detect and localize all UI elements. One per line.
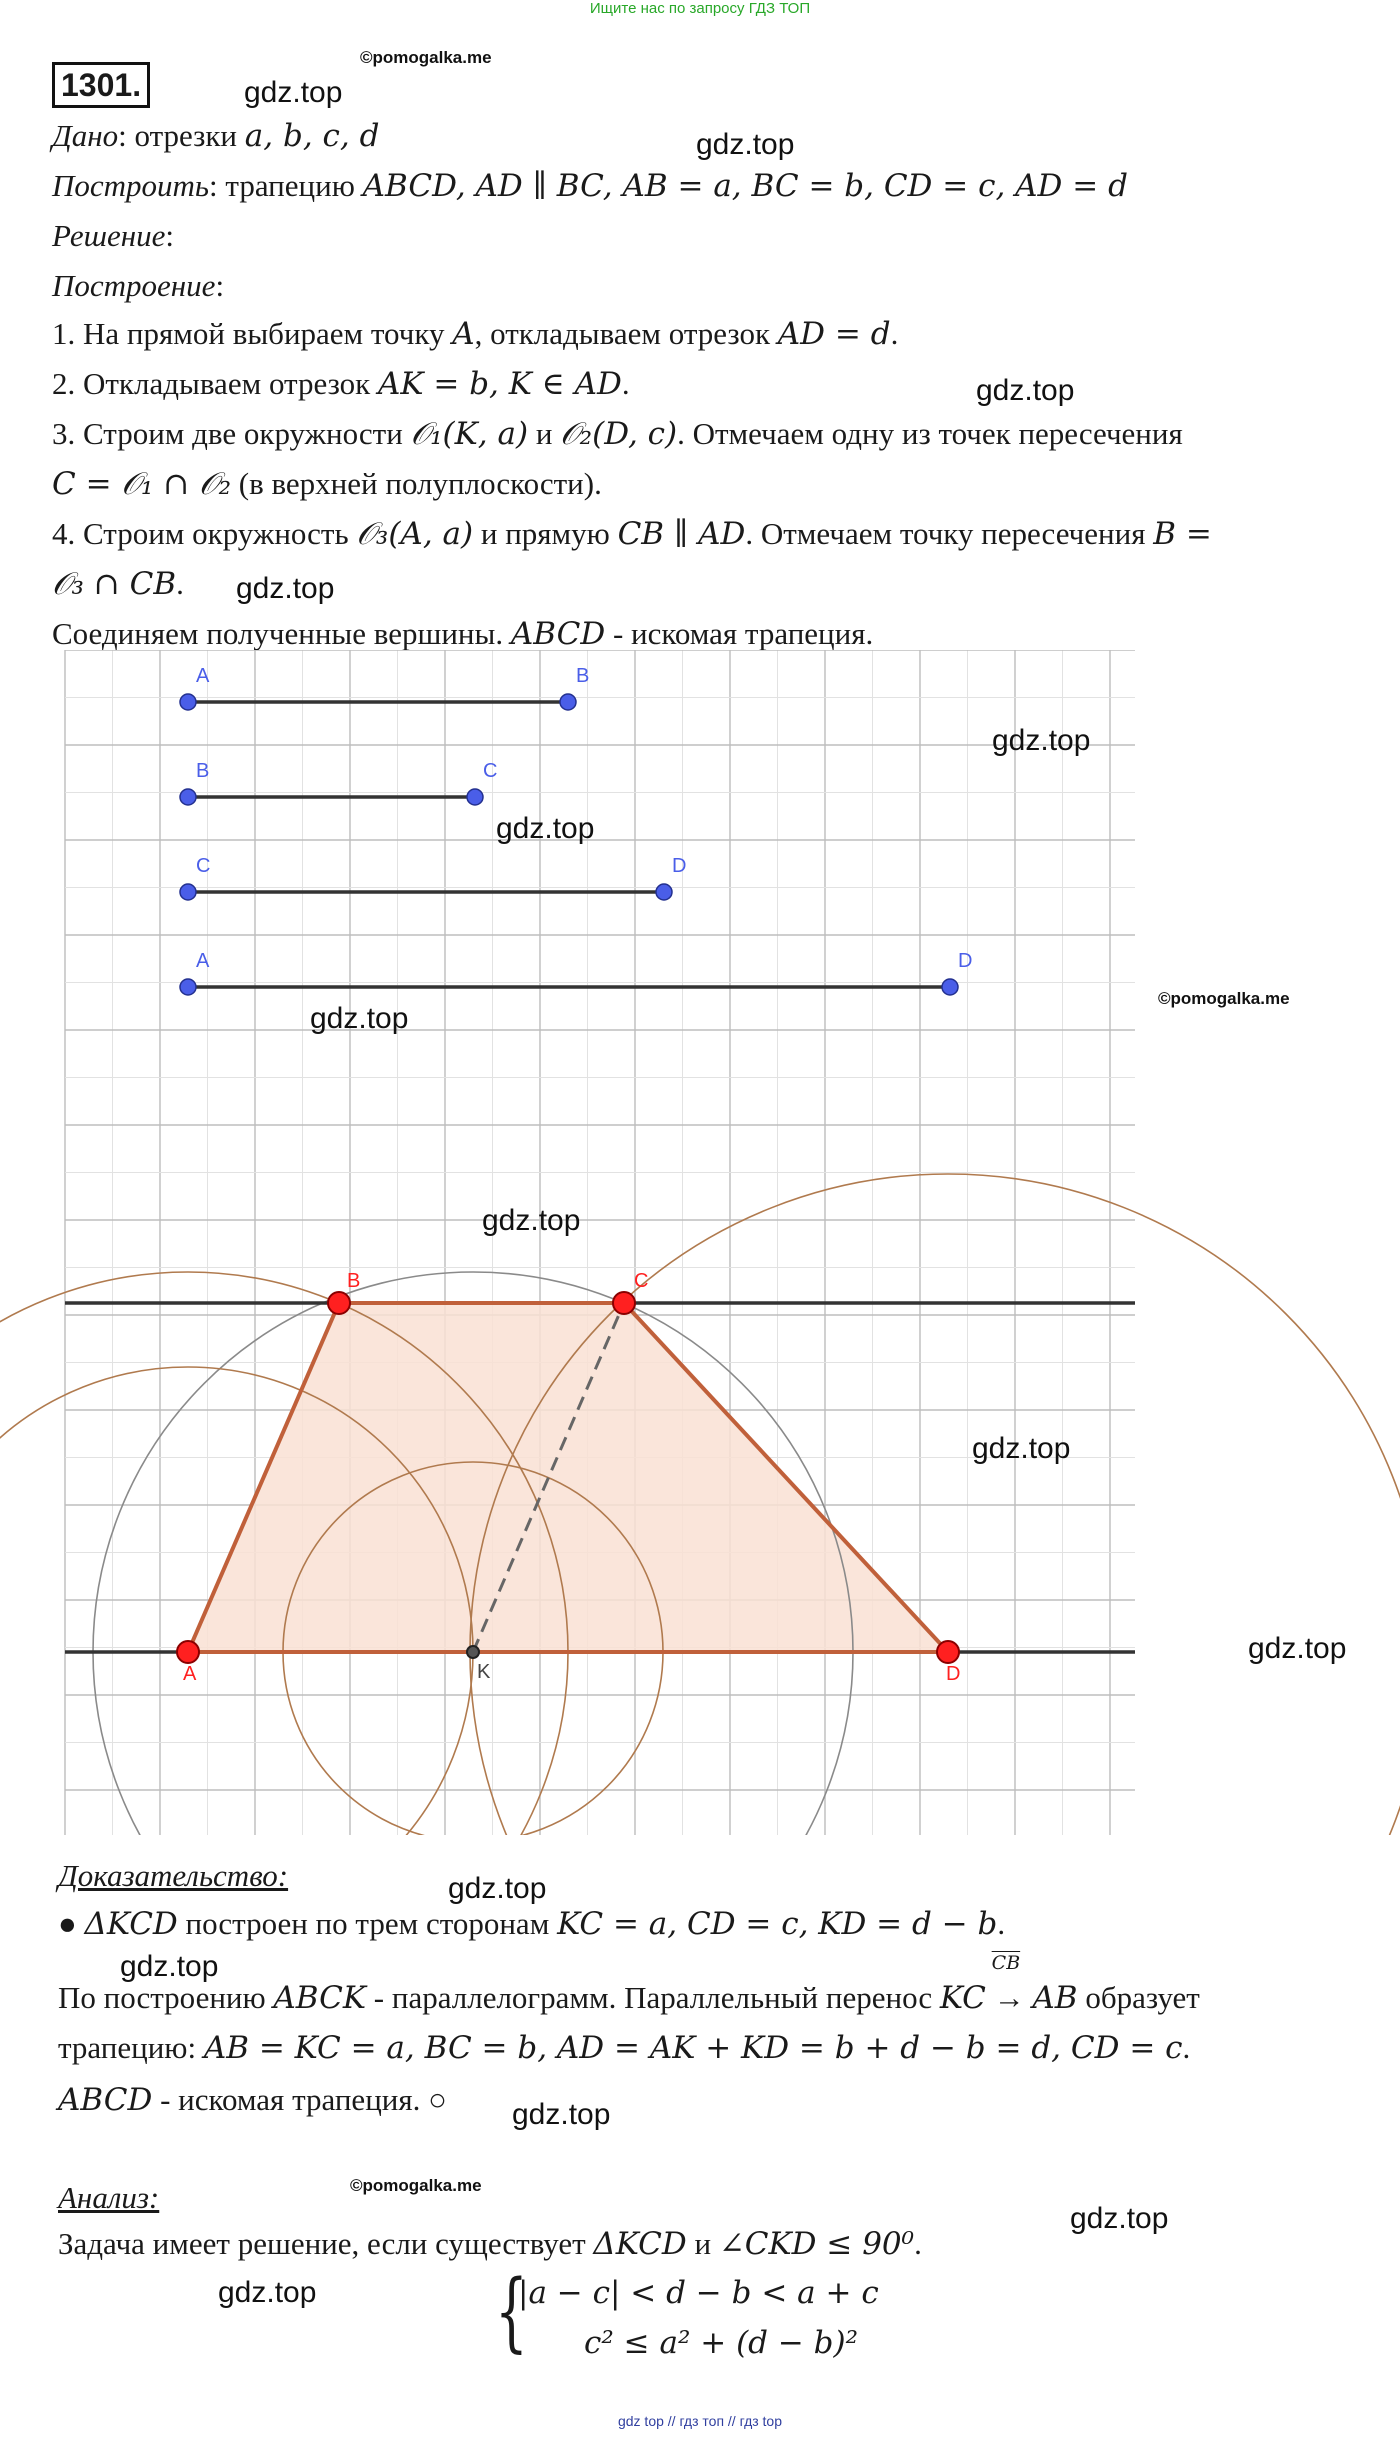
point-d [937,1641,959,1663]
colon: : [165,218,174,253]
proof-math: KC = a, CD = c, KD = d − b [557,1906,998,1942]
proof-math: ABCK [273,1980,367,2016]
segment-label: D [958,950,973,972]
step-text: 4. Строим окружность [52,516,357,551]
point-label-d: D [946,1663,961,1685]
watermark: gdz.top [496,812,595,845]
step-3-line-1 [52,416,1183,453]
watermark: gdz.top [972,1432,1071,1465]
step-math: 𝒪₂(D, c) [560,416,678,452]
system-line-2: c² ≤ a² + (d − b)² [584,2325,859,2361]
copyright-mark: ©pomogalka.me [1158,989,1290,1008]
construct-line [52,168,1128,204]
step-text: - искомая трапеция. [605,616,874,651]
watermark: gdz.top [218,2276,317,2309]
analysis-text: Задача имеет решение, если существует [58,2226,594,2261]
step-text: , откладываем отрезок [474,316,778,351]
segment-label: B [196,760,210,782]
solution-heading [52,218,174,254]
step-text: и [528,416,561,451]
given-line [52,118,379,154]
system-brace: { [495,2262,528,2362]
proof-math: ΔKCD [84,1906,178,1942]
construct-text: : трапецию [209,168,363,203]
step-text: . [890,316,899,351]
segment-endpoint [180,979,196,995]
point-b [328,1292,350,1314]
analysis-line [58,2226,922,2262]
step-2 [52,366,630,402]
proof-math: ABCD [58,2082,153,2118]
proof-line-3 [58,2030,1190,2066]
watermark: gdz.top [1248,1632,1347,1665]
step-1 [52,316,898,352]
step-text: . Отмечаем точку пересечения [745,516,1154,551]
connect-line [52,616,873,652]
system-line-1: |a − c| < d − b < a + c [518,2275,879,2311]
watermark: gdz.top [482,1204,581,1237]
construct-label: Построить [52,168,210,203]
solution-label: Решение [52,218,166,253]
point-c [613,1292,635,1314]
step-text: и прямую [473,516,618,551]
construction-label: Построение [52,268,216,303]
segment-endpoint [560,694,576,710]
bottom-banner[interactable]: gdz top // гдз топ // гдз top [617,2413,783,2429]
segment-label: A [196,950,210,972]
step-math: 𝒪₁(K, a) [410,416,529,452]
given-text: : отрезки [118,118,245,153]
watermark: gdz.top [310,1002,409,1035]
proof-text: - параллелограмм. Параллельный перенос [366,1980,940,2015]
watermark: gdz.top [448,1872,547,1905]
watermark: gdz.top [236,572,335,605]
point-label-a: A [183,1663,197,1685]
segment-endpoint [180,884,196,900]
vector-label: $\overline{CB}$ [991,1952,1021,1974]
segment-label: C [196,855,211,877]
segment-endpoint [180,789,196,805]
bullet: ● [58,1906,77,1941]
step-4-line-2 [52,566,184,603]
point-label-c: C [634,1270,649,1292]
watermark: gdz.top [992,724,1091,757]
proof-text: образует [1077,1980,1200,2015]
watermark: gdz.top [696,128,795,161]
copyright-mark: ©pomogalka.me [360,48,492,67]
colon: : [215,268,225,303]
point-label-b: B [347,1270,361,1292]
proof-math: AB = KC = a, BC = b, AD = AK + KD = b + d − b = d, CD = c [203,2030,1183,2066]
step-text: Соединяем полученные вершины. [52,616,511,651]
step-text: 1. На прямой выбираем точку [52,316,453,351]
segment-endpoint [656,884,672,900]
construction-heading [52,268,224,304]
watermark: gdz.top [1070,2202,1169,2235]
proof-line-4 [58,2082,447,2118]
proof-text: - искомая трапеция. ○ [152,2082,447,2117]
top-banner[interactable]: Ищите нас по запросу ГДЗ ТОП [589,0,811,17]
proof-text: построен по трем сторонам [177,1906,558,1941]
proof-math: KC [939,1980,986,2016]
watermark: gdz.top [976,374,1075,407]
point-k [467,1646,479,1658]
segment-label: D [672,855,687,877]
proof-text: По построению [58,1980,274,2015]
segment-endpoint [180,694,196,710]
construction-figure [0,650,1400,1835]
proof-label: Доказательство: [58,1858,289,1893]
analysis-math: ∠CKD ≤ 90⁰ [718,2226,915,2262]
watermark: gdz.top [244,76,343,109]
step-text: 3. Строим две окружности [52,416,411,451]
segment-endpoint [942,979,958,995]
step-math: 𝒪₃(A, a) [356,516,474,552]
step-math: B = [1153,516,1212,552]
step-math: ABCD [510,616,606,652]
copyright-mark: ©pomogalka.me [350,2176,482,2195]
proof-text: трапецию: [58,2030,204,2065]
step-text: 2. Откладываем отрезок [52,366,378,401]
segment-label: B [576,665,590,687]
analysis-label: Анализ: [58,2180,160,2215]
inequality-system [518,2268,879,2368]
step-text: . [176,566,184,601]
watermark: gdz.top [512,2098,611,2131]
step-4-line-1 [52,516,1212,553]
step-math: 𝒪₃ ∩ CB [52,566,177,602]
given-math: a, b, c, d [244,118,380,154]
analysis-math: ΔKCD [593,2226,687,2262]
step-3-line-2 [52,466,602,503]
problem-number: 1301. [52,62,150,108]
analysis-text: и [686,2226,719,2261]
translation-arrow: $\overline{CB}$ → [991,1952,1025,2015]
proof-line-1 [58,1906,1005,1942]
segment-label: C [483,760,498,782]
step-math: A [452,316,475,352]
step-math: C = 𝒪₁ ∩ 𝒪₂ [52,466,231,502]
step-text: (в верхней полуплоскости). [231,466,602,501]
point-a [177,1641,199,1663]
step-text: . Отмечаем одну из точек пересечения [677,416,1183,451]
given-label: Дано [52,118,119,153]
step-math: AD = d [777,316,891,352]
proof-math: AB [1032,1980,1078,2016]
segment-label: A [196,665,210,687]
step-math: AK = b, K ∈ AD [377,366,622,402]
watermark: gdz.top [120,1950,219,1983]
point-label-k: K [477,1661,491,1683]
segment-endpoint [467,789,483,805]
proof-text: . [1182,2030,1191,2065]
proof-text: . [997,1906,1006,1941]
step-math: CB ∥ AD [617,516,746,552]
step-text: . [621,366,630,401]
analysis-text: . [914,2226,922,2261]
construct-math: ABCD, AD ∥ BC, AB = a, BC = b, CD = c, AD = d [362,168,1128,204]
